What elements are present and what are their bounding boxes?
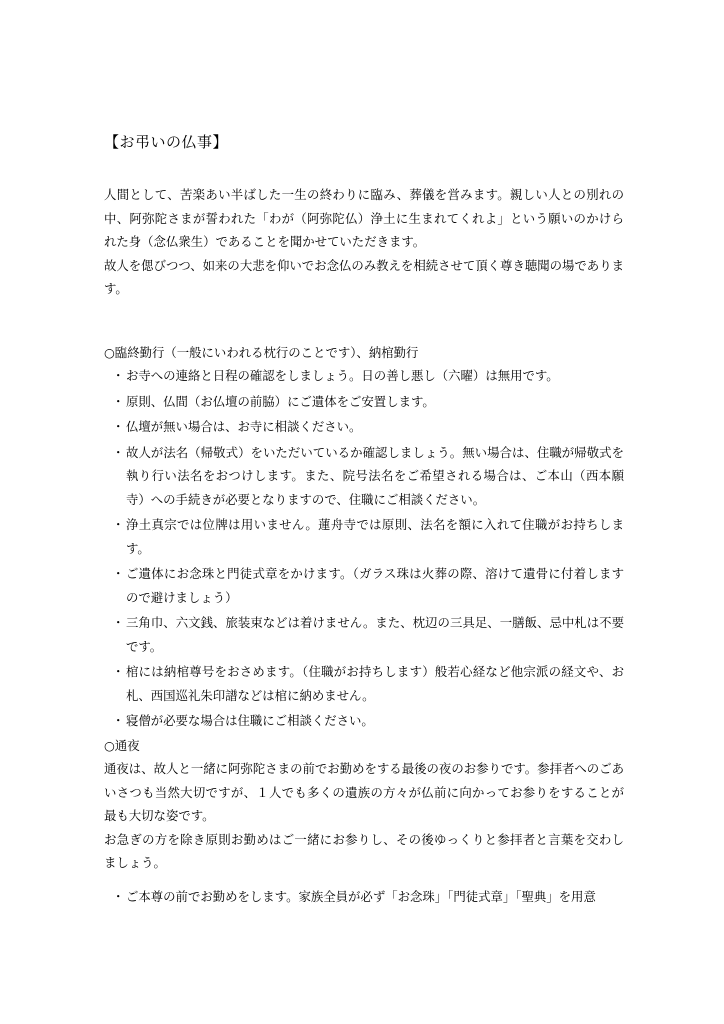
list-item [112,415,624,439]
tsuya-list [112,885,624,911]
rinju-item-text: 三角巾、六文銭、旅装束などは着けません。また、枕辺の三具足、一膳飯、忌中札は不要です。 [126,615,624,654]
intro-paragraph-2: 故人を偲びつつ、如来の大悲を仰いでお念仏のみ教えを相続させて頂く尊き聴聞の場であります。 [104,257,624,296]
rinju-heading: ○臨終勤行（一般にいわれる枕行のことです）、納棺勤行 [104,345,419,360]
tsuya-paragraph-2: お急ぎの方を除き原則お勤めはご一緒にお参りし、その後ゆっくりと参拝者と言葉を交わしましょう。 [104,831,624,870]
bullet-mark: ・ [112,664,125,679]
document-title: 【お弔いの仏事】 [104,133,229,151]
tsuya-paragraph-1: 通夜は、故人と一緒に阿弥陀さまの前でお勤めをする最後の夜のお参りです。参拝者へのごあいさつも当然大切ですが、１人でも多くの遺族の方々が仏前に向かってお参りをすることが最も大切な姿です。 [104,761,624,823]
rinju-item-text: 原則、仏間（お仏壇の前脇）にご遺体をご安置します。 [126,393,435,409]
rinju-item-text: ご遺体にお念珠と門徒式章をかけます。（ガラス珠は火葬の際、溶けて遺骨に付着しますので避けましょう） [126,566,624,605]
bullet-mark: ・ [112,566,125,581]
list-item [112,441,624,512]
list-item [112,709,624,733]
rinju-item-text: 仏壇が無い場合は、お寺に相談ください。 [126,419,362,434]
list-item [112,885,624,909]
list-item [112,390,624,414]
bullet-mark: ・ [112,393,125,409]
bullet-mark: ・ [112,713,125,728]
bullet-mark: ・ [112,517,125,532]
tsuya-section [104,757,624,875]
intro-paragraph-1: 人間として、苦楽あい半ばした一生の終わりに臨み、葬儀を営みます。親しい人との別れの中、阿弥陀さまが誓われた「わが（阿弥陀仏）浄土に生まれてくれよ」という願いのかけられた身（念仏衆生）であることを聞かせていただきます。 [104,187,624,249]
rinju-list [112,364,624,735]
rinju-item-text: 故人が法名（帰敬式）をいただいているか確認しましょう。無い場合は、住職が帰敬式を執り行い法名をおつけします。また、院号法名をご希望される場合は、ご本山（西本願寺）への手続きが必要となりますので、住職にご相談ください。 [126,444,624,507]
bullet-mark: ・ [112,419,125,434]
list-item [112,562,624,609]
bullet-mark: ・ [112,615,125,630]
rinju-item-text: 寝僧が必要な場合は住職にご相談ください。 [126,713,374,728]
bullet-mark: ・ [112,368,125,383]
list-item [112,611,624,658]
list-item [112,660,624,707]
bullet-mark: ・ [112,889,125,904]
rinju-item-text: 棺には納棺尊号をおさめます。（住職がお持ちします）般若心経など他宗派の経文や、お札、西国巡礼朱印譜などは棺に納めません。 [126,664,624,703]
tsuya-heading: ○通夜 [104,738,140,753]
rinju-item-text: 浄土真宗では位牌は用いません。蓮舟寺では原則、法名を額に入れて住職がお持ちします。 [126,517,624,556]
intro-section [104,183,624,301]
tsuya-item-text: ご本尊の前でお勤めをします。家族全員が必ず「お念珠」「門徒式章」「聖典」を用意 [126,889,596,904]
list-item [112,513,624,560]
rinju-item-text: お寺への連絡と日程の確認をしましょう。日の善し悪し（六曜）は無用です。 [126,368,559,383]
bullet-mark: ・ [112,444,125,460]
list-item [112,364,624,388]
